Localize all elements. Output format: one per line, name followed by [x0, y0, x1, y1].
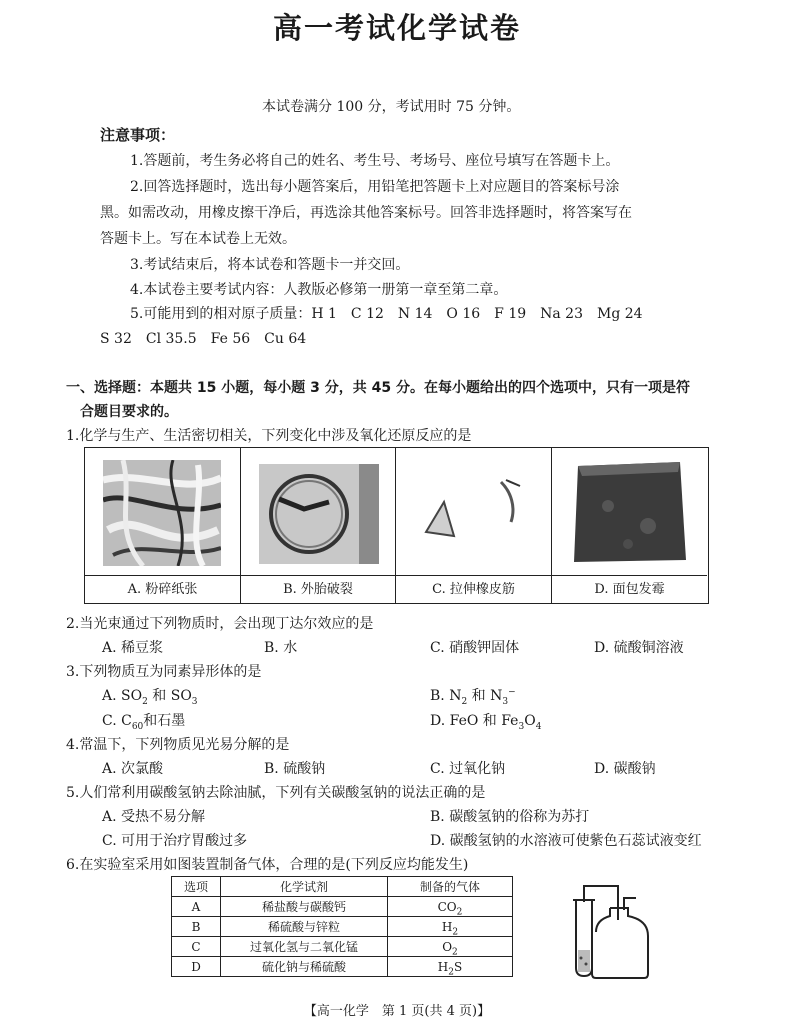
cell-option: B: [172, 917, 221, 937]
note-line: 答题卡上。写在本试卷上无效。: [100, 231, 296, 247]
q3-option-d: D. FeO 和 $Fe_3O_4$: [430, 713, 542, 732]
q1-caption-c: C. 拉伸橡皮筋: [396, 575, 551, 603]
note-line: S 32 Cl 35.5 Fe 56 Cu 64: [100, 331, 307, 347]
exam-info: 本试卷满分 100 分，考试用时 75 分钟。: [262, 99, 521, 115]
q6-table: [171, 876, 513, 977]
moldy-bread-image: [568, 456, 690, 566]
cell-reagent: 稀硫酸与锌粒: [221, 917, 388, 937]
q4-option-b: B. 硫酸钠: [264, 761, 326, 777]
note-line: 3.考试结束后，将本试卷和答题卡一并交回。: [130, 257, 410, 273]
q1-caption-d: D. 面包发霉: [552, 575, 707, 603]
question-2-stem: 2.当光束通过下列物质时，会出现丁达尔效应的是: [66, 616, 374, 632]
gas-apparatus-diagram: [566, 880, 666, 980]
column-header: 制备的气体: [388, 877, 513, 897]
cell-gas: $CO_2$: [388, 897, 513, 917]
q1-option-d: [552, 448, 707, 603]
note-line: 4.本试卷主要考试内容：人教版必修第一册第一章至第二章。: [130, 282, 508, 298]
note-line: 黑。如需改动，用橡皮擦干净后，再选涂其他答案标号。回答非选择题时，将答案写在: [100, 205, 632, 221]
q5-option-b: B. 碳酸氢钠的俗称为苏打: [430, 809, 590, 825]
burst-tire-image: [259, 464, 379, 564]
note-line: 5.可能用到的相对原子质量：H 1 C 12 N 14 O 16 F 19 Na 23 Mg 24: [130, 306, 643, 322]
page-footer: 【高一化学 第 1 页(共 4 页)】: [303, 1004, 491, 1019]
q5-option-a: A. 受热不易分解: [102, 809, 206, 825]
shredded-paper-image: [103, 460, 221, 566]
question-5-stem: 5.人们常利用碳酸氢钠去除油腻，下列有关碳酸氢钠的说法正确的是: [66, 785, 486, 801]
question-3-stem: 3.下列物质互为同素异形体的是: [66, 664, 262, 680]
table-row: [172, 957, 513, 977]
table-header-row: [172, 877, 513, 897]
q2-option-b: B. 水: [264, 640, 298, 656]
cell-option: C: [172, 937, 221, 957]
section-heading-cont: 合题目要求的。: [80, 404, 178, 420]
question-6-stem: 6.在实验室采用如图装置制备气体，合理的是(下列反应均能发生): [66, 857, 469, 873]
q3-option-c: C. $C_{60}$和石墨: [102, 713, 186, 732]
cell-reagent: 硫化钠与稀硫酸: [221, 957, 388, 977]
q4-option-d: D. 碳酸钠: [594, 761, 656, 777]
notes-heading: 注意事项：: [100, 126, 176, 144]
q1-caption-a: A. 粉碎纸张: [85, 575, 240, 603]
cell-gas: $O_2$: [388, 937, 513, 957]
question-4-stem: 4.常温下，下列物质见光易分解的是: [66, 737, 290, 753]
q2-option-c: C. 硝酸钾固体: [430, 640, 520, 656]
q1-image-table: [84, 447, 709, 604]
table-row: [172, 897, 513, 917]
q1-option-c: [396, 448, 552, 603]
q3-option-a: A. $SO_2$ 和 $SO_3$: [102, 688, 198, 707]
cell-reagent: 过氧化氢与二氧化锰: [221, 937, 388, 957]
q5-option-c: C. 可用于治疗胃酸过多: [102, 833, 248, 849]
cell-gas: $H_2$: [388, 917, 513, 937]
cell-gas: $H_2S$: [388, 957, 513, 977]
exam-title: 高一考试化学试卷: [272, 11, 521, 45]
column-header: 选项: [172, 877, 221, 897]
cell-reagent: 稀盐酸与碳酸钙: [221, 897, 388, 917]
q2-option-d: D. 硫酸铜溶液: [594, 640, 684, 656]
section-heading: 一、选择题：本题共 15 小题，每小题 3 分，共 45 分。在每小题给出的四个选项中，只有一项是符: [66, 380, 690, 396]
question-1-stem: 1.化学与生产、生活密切相关，下列变化中涉及氧化还原反应的是: [66, 428, 472, 444]
q4-option-a: A. 次氯酸: [102, 761, 164, 777]
table-row: [172, 917, 513, 937]
note-line: 2.回答选择题时，选出每小题答案后，用铅笔把答题卡上对应题目的答案标号涂: [130, 179, 620, 195]
q1-caption-b: B. 外胎破裂: [241, 575, 395, 603]
table-row: [172, 937, 513, 957]
q5-option-d: D. 碳酸氢钠的水溶液可使紫色石蕊试液变红: [430, 833, 702, 849]
q3-option-b: B. $N_2$ 和 $N_3^-$: [430, 687, 516, 707]
note-line: 1.答题前，考生务必将自己的姓名、考生号、考场号、座位号填写在答题卡上。: [130, 153, 620, 169]
cell-option: D: [172, 957, 221, 977]
cell-option: A: [172, 897, 221, 917]
q4-option-c: C. 过氧化钠: [430, 761, 506, 777]
q1-option-b: [241, 448, 396, 603]
q1-option-a: [85, 448, 241, 603]
column-header: 化学试剂: [221, 877, 388, 897]
rubber-band-image: [416, 472, 536, 552]
q2-option-a: A. 稀豆浆: [102, 640, 164, 656]
